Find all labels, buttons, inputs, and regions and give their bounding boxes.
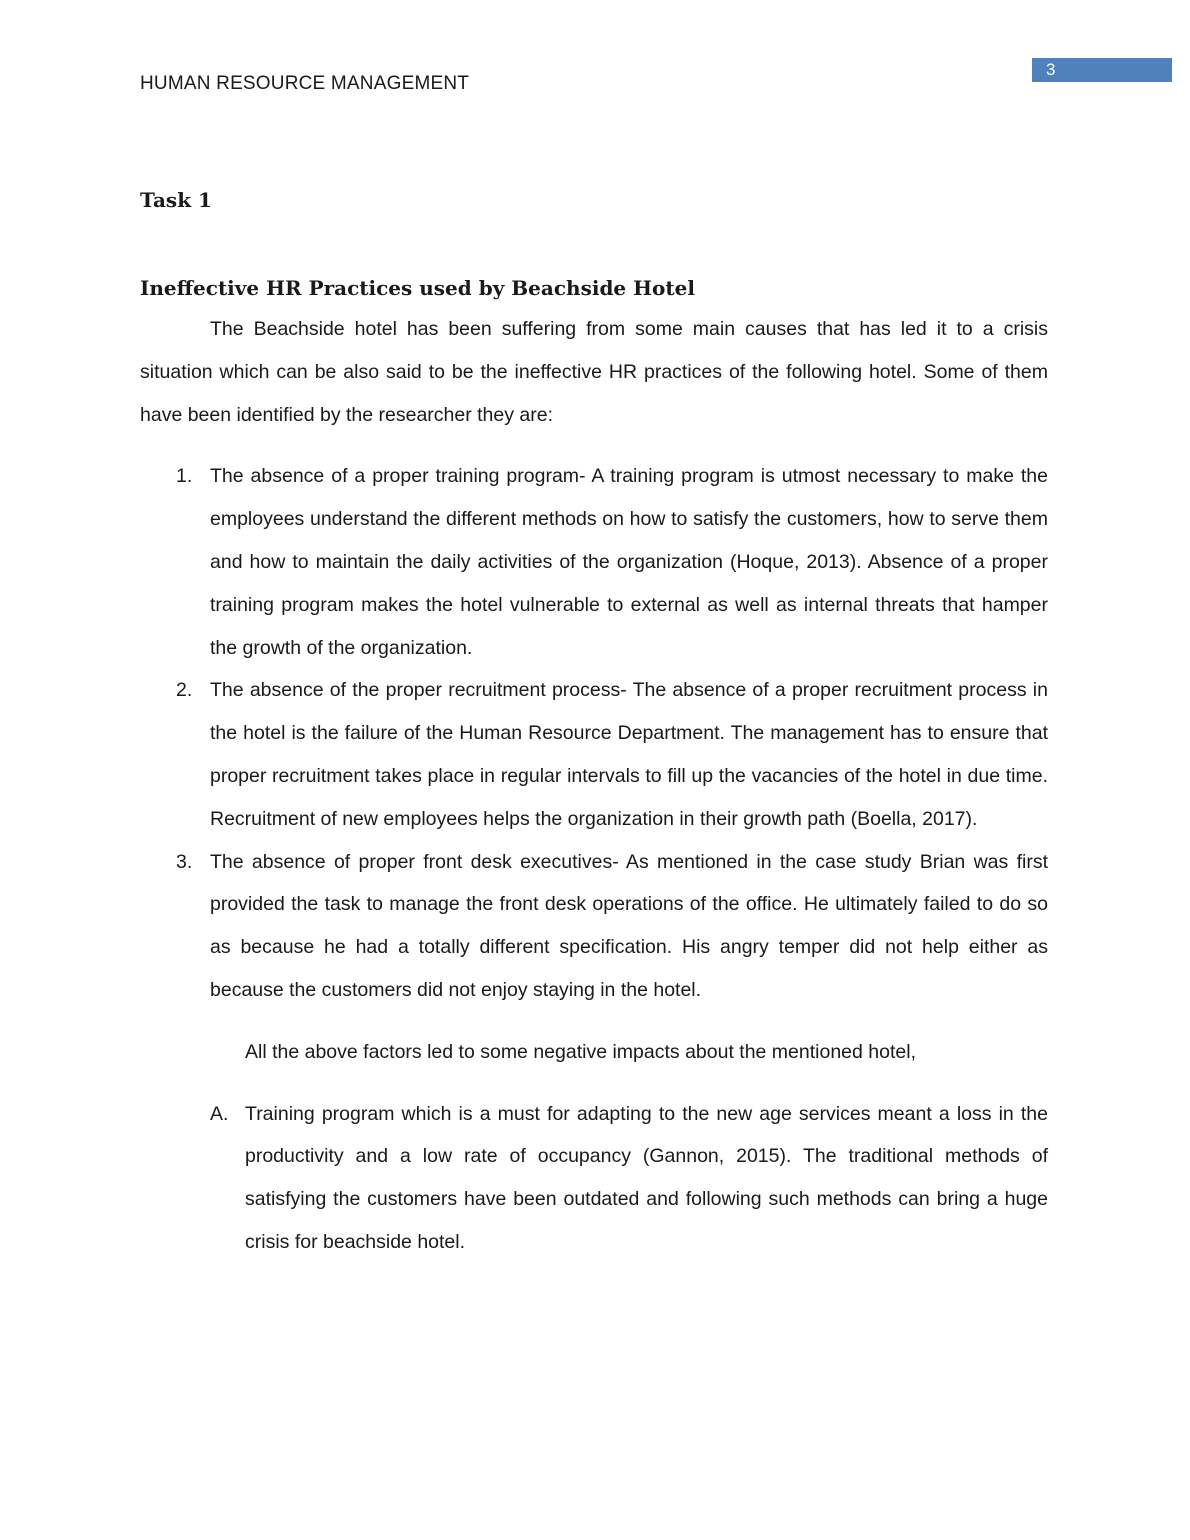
running-head: HUMAN RESOURCE MANAGEMENT bbox=[140, 73, 470, 94]
list-item-text: The absence of a proper training program- A training program is utmost necessary to make the employees understand the different methods on how to satisfy the customers, how to serve them and how to maintain the daily activities of the organization (Hoque, 2013). Absence of a proper training program makes the hotel vulnerable to external as well as internal threats that hamper the growth of the organization. bbox=[210, 465, 1048, 659]
numbered-list bbox=[140, 455, 1048, 1011]
list-marker: 3. bbox=[176, 850, 193, 873]
factors-lead-paragraph: All the above factors led to some negative impacts about the mentioned hotel, bbox=[245, 1040, 916, 1063]
list-item-text: The absence of the proper recruitment process- The absence of a proper recruitment process in the hotel is the failure of the Human Resource Department. The management has to ensure that proper recruitment takes place in regular intervals to fill up the vacancies of the hotel in due time. Recruitment of new employees helps the organization in their growth path (Boella, 2017). bbox=[210, 679, 1048, 830]
lettered-list bbox=[140, 1093, 1048, 1264]
list-marker: 1. bbox=[176, 465, 193, 488]
page-number: 3 bbox=[1032, 58, 1172, 82]
list-item bbox=[140, 841, 1048, 1012]
list-item bbox=[140, 1093, 1048, 1264]
section-heading: Ineffective HR Practices used by Beachside Hotel bbox=[140, 276, 695, 300]
document-body bbox=[140, 180, 1048, 1264]
list-item bbox=[140, 455, 1048, 669]
list-item-text: The absence of proper front desk executives- As mentioned in the case study Brian was first provided the task to manage the front desk operations of the office. He ultimately failed to do so as because he had a totally different specification. His angry temper did not help either as because the customers did not enjoy staying in the hotel. bbox=[210, 850, 1048, 1001]
list-item bbox=[140, 669, 1048, 840]
list-item-text: Training program which is a must for adapting to the new age services meant a loss in the productivity and a low rate of occupancy (Gannon, 2015). The traditional methods of satisfying the customers have been outdated and following such methods can bring a huge crisis for beachside hotel. bbox=[245, 1102, 1048, 1253]
task-heading: Task 1 bbox=[140, 188, 212, 212]
list-marker: 2. bbox=[176, 679, 193, 702]
list-marker: A. bbox=[210, 1102, 229, 1125]
intro-paragraph: The Beachside hotel has been suffering from some main causes that has led it to a crisis situation which can be also said to be the ineffective HR practices of the following hotel. Some of them have been identified by the researcher they are: bbox=[140, 318, 1048, 426]
